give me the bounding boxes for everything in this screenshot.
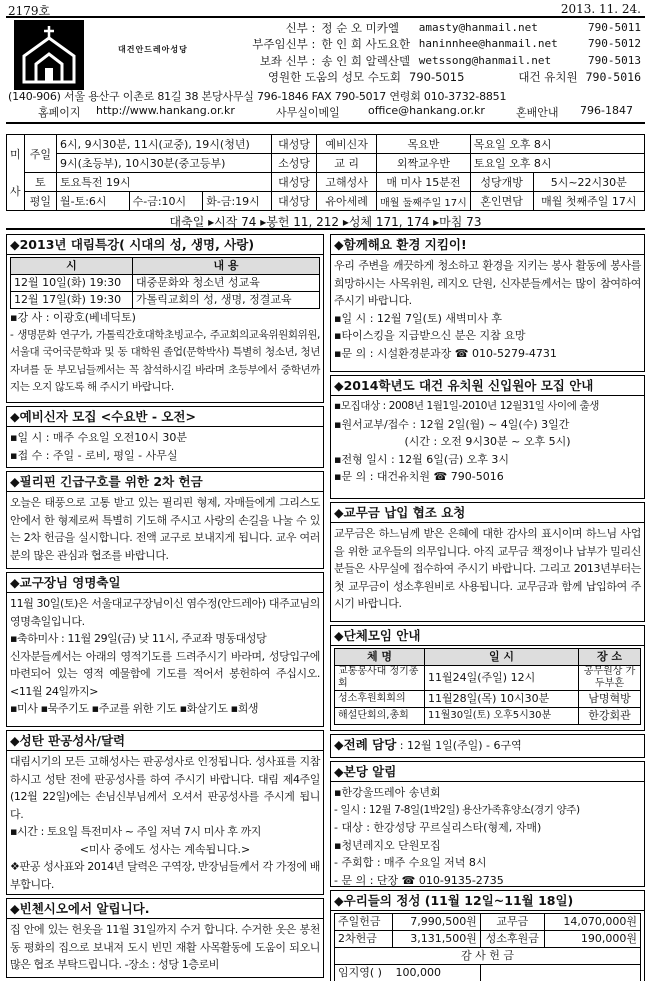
table-row: [335, 708, 641, 725]
feast-body-2: 신자분들께서는 아래의 영적기도를 드려주시기 바라며, 성당입구에 마련되어 있는 영적 예물함에 기도를 적어서 봉헌하여 주십시오.<11월 24일까지>: [10, 649, 320, 698]
homepage-link[interactable]: http://www.hankang.or.kr: [96, 104, 235, 117]
section-title: ◆필리핀 긴급구호를 위한 2차 헌금: [7, 472, 323, 492]
church-name: 대건안드레아성당: [118, 45, 188, 54]
kinder-eligibility: ▪모집대상 : 2008년 1월1일-2010년 12월31일 사이에 출생: [334, 400, 599, 412]
table-row: [335, 666, 641, 691]
contact-row: [240, 53, 641, 69]
group-name: 교통봉사대 정기총회: [335, 666, 425, 691]
weekday-mass-1: 월-토:6시: [57, 192, 130, 211]
group-time: 11월24일(주일) 12시: [425, 666, 579, 691]
header-content: 내 용: [133, 258, 320, 275]
section-title: ◆성탄 판공성사/달력: [7, 731, 323, 751]
thanks-offering-label: 감 사 헌 금: [335, 948, 641, 965]
homepage-label: 홈페이지: [38, 106, 81, 119]
contact-role: 부주임신부 :: [252, 37, 316, 52]
section-title: ◆2014학년도 대건 유치원 신입원아 모집 안내: [331, 376, 644, 396]
catechumen-time: 목요일 오후 8시: [470, 135, 644, 154]
environment-time: ▪일 시 : 12월 7일(토) 새벽미사 후: [334, 311, 502, 325]
group-place: 남명혁방: [579, 691, 641, 708]
church-logo-icon: [14, 20, 84, 90]
sunday-mass-place: 대성당: [271, 135, 316, 154]
table-row: [335, 965, 641, 981]
christmas-confession-notice: [6, 730, 324, 895]
feast-mass: ▪축하미사 : 11월 29일(금) 낮 11시, 주교좌 명동대성당: [10, 632, 267, 645]
philippines-relief-notice: [6, 471, 324, 569]
confession-time: 매 미사 15분전: [377, 173, 471, 192]
mass-row: [7, 135, 645, 154]
office-email-label: 사무실이메일: [276, 106, 340, 119]
baptism-label: 유아세례: [317, 192, 377, 211]
offering-amount: 3,131,500원: [393, 931, 481, 948]
section-title: ◆빈첸시오에서 알립니다.: [7, 899, 323, 919]
clergy-contacts: [240, 20, 641, 86]
mass-schedule-table: [6, 134, 645, 211]
table-header: [11, 258, 320, 275]
lecture-date: 12월 10일(화) 19:30: [11, 275, 133, 292]
table-row: [335, 691, 641, 708]
issue-date: 2013. 11. 24.: [560, 2, 641, 16]
table-header: [335, 948, 641, 965]
lecture-date: 12월 17일(화) 19:30: [11, 292, 133, 309]
vincent-notice: [6, 898, 324, 978]
issue-number: 2179호: [8, 4, 51, 18]
duty-text: : 12월 1일(주일) - 6구역: [396, 739, 522, 752]
mass-side-label: 사: [7, 173, 25, 211]
section-title: ◆함께해요 환경 지킴이!: [331, 235, 644, 255]
weekday-mass-2: 수-금:10시: [129, 192, 203, 211]
contact-row: [240, 20, 641, 36]
vincent-body: 집 안에 있는 헌옷을 11월 31일까지 수거 합니다. 수거한 옷은 봉천동 평화의 집으로 보내져 도시 빈민 재활 사목활동에 도움이 되오니많은 협조 부탁드립니다. -장소 : 성당 1층로비: [10, 923, 320, 971]
weekday-label: 평일: [24, 192, 56, 211]
sunday-mass-times: 6시, 9시30분, 11시(교중), 19시(청년): [57, 135, 272, 154]
catechism-class: 외짝교우반: [377, 154, 471, 173]
mass-row: [7, 173, 645, 192]
environment-body: 우리 주변을 깨끗하게 청소하고 환경을 지키는 봉사 활동에 봉사를 희망하시는 사목위원, 레지오 단원, 신자분들께서는 많이 참여하여 주시기 바랍니다.: [334, 259, 641, 307]
confession-body: 대림시기의 모든 고해성사는 판공성사로 인정됩니다. 성사표를 지참하시고 성탄 전에 판공성사를 하여 주시기 바랍니다. 대림 제4주일(12월 22일)에는 손님신부님께서 오셔서 판공성사를 주시게 됩니다.: [10, 755, 320, 821]
section-title: ◆본당 알림: [331, 762, 644, 782]
lecture-topic: 가톨릭교회의 성, 생명, 정결교육: [133, 292, 320, 309]
section-title: ◆교무금 납입 협조 요청: [331, 503, 644, 523]
weekday-mass-3: 화-금:19시: [203, 192, 272, 211]
header-group: 체 명: [335, 649, 425, 666]
offering-label: 주일헌금: [335, 914, 393, 931]
lecture-body: - 생명문화 연구가, 가톨릭간호대학초빙교수, 주교회의교육위원회위원, 서울대 국어국문학과 및 동 대학원 졸업(문학박사) 특별히 청소년, 청년 자녀를 둔 부모님들께서는 꼭 참석하시길 바라며 초등부에서 중학년까지는 오지 않도록 해 주시기 바랍니다.: [10, 328, 320, 393]
offering-amount: 190,000원: [544, 931, 640, 948]
saturday-mass-place: 대성당: [271, 173, 316, 192]
mass-side-label: 미: [7, 135, 25, 173]
kinder-application: ▪원서교부/접수 : 12월 2일(월) ~ 4일(수) 3일간: [334, 417, 570, 431]
feast-body: 11월 30일(토)은 서울대교구장님이신 염수정(안드레아) 대주교님의 영명축일입니다.: [10, 597, 320, 628]
church-open-label: 성당개방: [470, 173, 533, 192]
parish-notice: [330, 761, 645, 887]
contact-role: 신부 :: [285, 21, 316, 35]
offering-notice: [330, 890, 645, 981]
section-title: ◆우리들의 정성 (11월 12일~11월 18일): [331, 891, 644, 911]
thanks-empty-cell: [480, 965, 640, 981]
section-title: ◆단체모임 안내: [331, 626, 644, 646]
offering-label: 교무금: [480, 914, 544, 931]
kinder-label: 대건 유치원: [518, 70, 578, 85]
offering-table: [334, 913, 641, 981]
group-meetings-notice: [330, 625, 645, 731]
sunday-youth-mass-times: 9시(초등부), 10시30분(중고등부): [57, 154, 272, 173]
dues-body: 교무금은 하느님께 받은 은혜에 대한 감사의 표시이며 하느님 사업을 위한 교우들의 의무입니다. 아직 교무금 책정이나 납부가 밀리신 분들은 사무실에 접수하여 주시기 바랍니다. 그리고 2013년부터는 첫 교무금이 성소후원비로 사용됩니다. 교무금과 함께 납입하여 주시기 바랍니다.: [334, 527, 641, 610]
parish-legio: ▪청년레지오 단원모집: [334, 838, 441, 852]
header-rule: [6, 16, 645, 18]
section-title: ◆예비신자 모집 <수요반 - 오전>: [7, 407, 323, 427]
catechumen-label: 예비신자: [317, 135, 377, 154]
mass-row: [7, 192, 645, 211]
table-row: [335, 914, 641, 931]
thanks-donor-amount: 100,000: [395, 966, 441, 979]
contact-email[interactable]: amasty@hanmail.net: [418, 21, 538, 34]
environment-notice: [330, 234, 645, 372]
header-when: 일 시: [425, 649, 579, 666]
calendar-note: ❖판공 성사표와 2014년 달력은 구역장, 반장님들께서 각 가정에 배부합니다.: [10, 860, 320, 891]
group-place: 한강회관: [579, 708, 641, 725]
kinder-application-hours: (시간 : 오전 9시30분 ~ 오후 5시): [404, 435, 571, 448]
kinder-contact: ▪문 의 : 대건유치원 ☎ 790-5016: [334, 470, 504, 483]
parish-legio-contact: - 문 의 : 단장 ☎ 010-9135-2735: [334, 873, 504, 887]
group-name: 해설단회의,총회: [335, 708, 425, 725]
parish-event-date: - 일시 : 12월 7-8일(1박2일) 용산가족휴양소(경기 양주): [334, 803, 580, 816]
sisters-phone: 790-5015: [409, 70, 465, 85]
table-row: [11, 292, 320, 309]
attendance-stats: 대축일 ▸시작 74 ▸봉헌 11, 212 ▸성체 171, 174 ▸마침 73: [6, 210, 645, 230]
environment-note: ▪타이스킹을 지급받으신 분은 지참 요망: [334, 329, 526, 342]
group-time: 11월28일(목) 10시30분: [425, 691, 579, 708]
contact-row-sisters: [240, 69, 641, 85]
contact-email[interactable]: wetssong@hanmail.net: [418, 53, 552, 67]
saturday-label: 토: [24, 173, 56, 192]
contact-row: [240, 36, 641, 52]
saturday-mass-times: 토요특전 19시: [57, 173, 272, 192]
sisters-label: 영원한 도움의 성모 수도회: [267, 70, 402, 85]
kinder-screening: ▪전형 일시 : 12월 6일(금) 오후 3시: [334, 452, 509, 466]
wedding-meeting-label: 혼인면담: [470, 192, 533, 211]
weekday-mass-place: 대성당: [271, 192, 316, 211]
contact-name: 정 순 오 미카엘: [321, 21, 399, 35]
contact-phone: 790-5013: [588, 53, 641, 67]
right-column: [330, 234, 645, 981]
table-header: [335, 649, 641, 666]
header-bottom-rule: [6, 122, 645, 124]
confession-label: 고해성사: [317, 173, 377, 192]
philippines-body: 오늘은 태풍으로 고통 받고 있는 필리핀 형제, 자매들에게 그리스도안에서 한 형제로써 특별히 기도해 주시고 사랑의 손길을 나눌 수 있는 2차 헌금을 실시합니다. 전액 교구로 보내지게 됩니다. 교우 여러분의 많은 관심과 협조를 바랍니다.: [10, 496, 320, 562]
catechumen-register: ▪접 수 : 주일 - 로비, 평일 - 사무실: [10, 448, 178, 462]
thanks-donor: [335, 965, 481, 981]
bishop-feast-notice: [6, 572, 324, 727]
environment-contact: ▪문 의 : 시설환경분과장 ☎ 010-5279-4731: [334, 346, 557, 360]
office-email-link[interactable]: office@hankang.or.kr: [368, 104, 485, 117]
contact-phone: 790-5011: [588, 21, 641, 34]
catechism-label: 교 리: [317, 154, 377, 173]
address-line: (140-906) 서울 용산구 이촌로 81길 38 본당사무실 796-1846 FAX 790-5017 연령회 010-3732-8851: [8, 90, 507, 103]
groups-table: [334, 648, 641, 725]
lecture-speaker: ▪강 사 : 이광호(베네딕토): [10, 311, 136, 324]
feast-prayers: ▪미사 ▪묵주기도 ▪주교를 위한 기도 ▪화살기도 ▪희생: [10, 702, 259, 715]
catechumen-notice: [6, 406, 324, 468]
advent-lecture-notice: [6, 234, 324, 403]
lecture-topic: 대중문화와 청소년 성교육: [133, 275, 320, 292]
baptism-time: 매월 둘째주일 17시: [377, 192, 471, 211]
thanks-donor-name: 임지영( ): [338, 966, 382, 979]
section-title: ◆교구장님 영명축일: [7, 573, 323, 593]
parish-event: ▪한강울뜨레아 송년회: [334, 786, 441, 799]
group-place: 공무원상 가두부흔: [579, 666, 641, 691]
dues-notice: [330, 502, 645, 622]
wedding-label: 혼배안내: [516, 106, 559, 119]
contact-role: 보좌 신부 :: [259, 53, 316, 68]
kindergarten-notice: [330, 375, 645, 499]
catechism-time: 토요일 오후 8시: [470, 154, 644, 173]
table-row: [335, 931, 641, 948]
offering-amount: 7,990,500원: [393, 914, 481, 931]
contact-phone: 790-5012: [588, 37, 641, 51]
left-column: [6, 234, 324, 981]
wedding-meeting-time: 매월 첫째주일 17시: [533, 192, 644, 211]
contact-name: 한 인 희 사도요한: [321, 37, 411, 52]
header-time: 시: [11, 258, 133, 275]
offering-label: 성소후원금: [480, 931, 544, 948]
confession-note: <미사 중에도 성사는 계속됩니다.>: [79, 842, 251, 856]
offering-amount: 14,070,000원: [544, 914, 640, 931]
contact-email[interactable]: haninnhee@hanmail.net: [418, 37, 558, 51]
group-time: 11월30일(토) 오후5시30분: [425, 708, 579, 725]
catechumen-time: ▪일 시 : 매주 수요일 오전10시 30분: [10, 431, 188, 444]
section-title: ◆2013년 대림특강( 시대의 성, 생명, 사랑): [7, 235, 323, 255]
sunday-label: 주일: [24, 135, 56, 173]
mass-row: [7, 154, 645, 173]
section-title: ◆전례 담당: [334, 737, 397, 752]
kinder-phone: 790-5016: [585, 70, 641, 85]
table-row: [11, 275, 320, 292]
contact-name: 송 인 희 알렉산델: [321, 53, 411, 68]
wedding-phone: 796-1847: [580, 104, 633, 117]
church-open-hours: 5시~22시30분: [533, 173, 644, 192]
sunday-youth-mass-place: 소성당: [271, 154, 316, 173]
catechumen-class: 목요반: [377, 135, 471, 154]
liturgy-duty-notice: [330, 734, 645, 758]
header-where: 장 소: [579, 649, 641, 666]
offering-label: 2차헌금: [335, 931, 393, 948]
lecture-table: [10, 257, 320, 309]
parish-event-target: - 대상 : 한강성당 꾸르실리스타(형제, 자매): [334, 821, 542, 834]
group-name: 성소후원회회의: [335, 691, 425, 708]
parish-legio-meeting: - 주회합 : 매주 수요일 저녁 8시: [334, 856, 487, 869]
confession-time: ▪시간 : 토요일 특전미사 ~ 주일 저녁 7시 미사 후 까지: [10, 825, 262, 838]
